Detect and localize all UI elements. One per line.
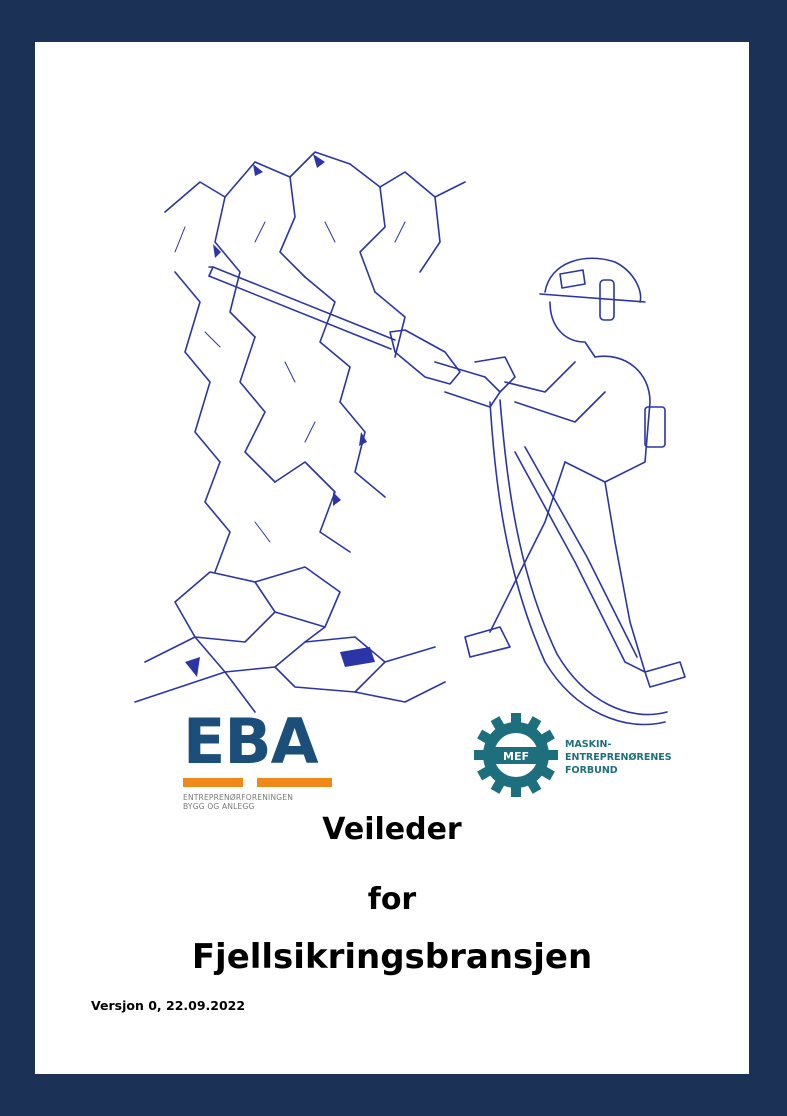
rock-drilling-illustration [105,102,705,752]
mef-badge: MEF [503,750,529,763]
cover-page [35,42,749,1074]
eba-logo-stripe [257,778,332,787]
title-line-2: for [367,882,417,917]
eba-logo-letters: EBA [183,705,318,778]
mef-logo [471,710,701,810]
version-label: Versjon 0, 22.09.2022 [91,998,246,1013]
mef-logo-text [565,738,672,777]
eba-logo [175,707,335,817]
eba-logo-stripe [183,778,243,787]
mef-text-line2: ENTREPRENØRENES [565,752,672,763]
mef-text-line1: MASKIN- [565,739,612,750]
mef-text-line3: FORBUND [565,765,618,776]
eba-subtitle-line1: ENTREPRENØRFORENINGEN [183,793,294,802]
eba-subtitle-line2: BYGG OG ANLEGG [183,802,255,811]
gear-icon [471,710,561,800]
title-line-1: Veileder [322,812,462,847]
eba-logo-subtitle [183,793,353,811]
title-line-3: Fjellsikringsbransjen [191,937,593,977]
